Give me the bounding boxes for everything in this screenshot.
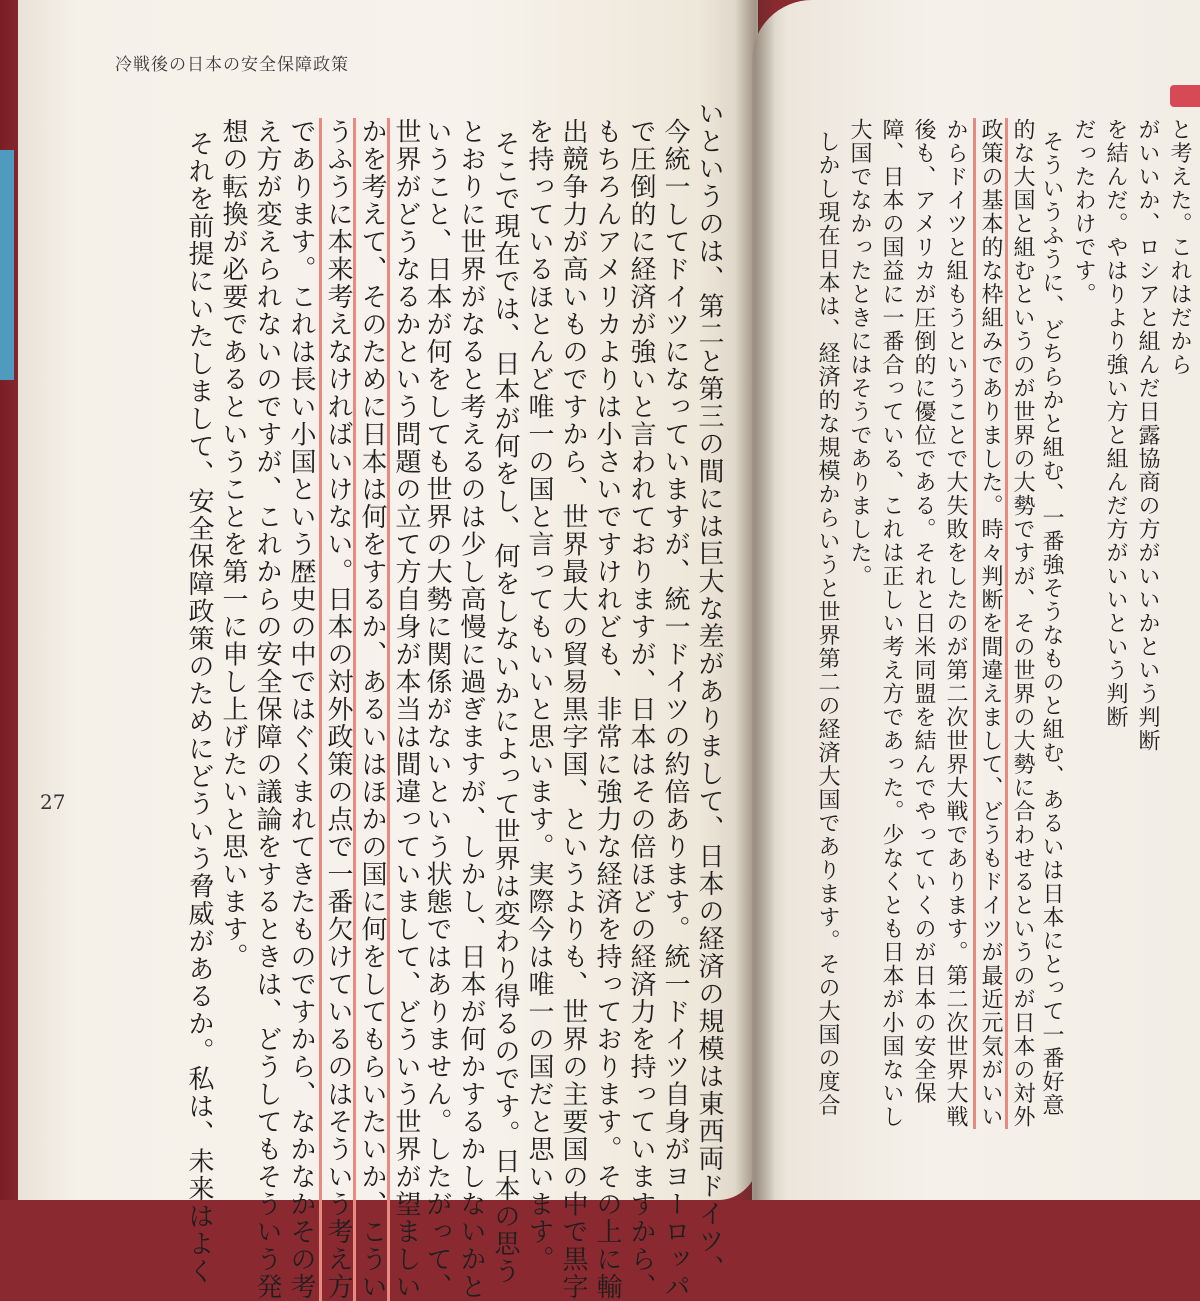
highlighted-text-column: 世界がどうなるかという問題の立て方自身が本当は間違っていまして、どういう世界が望ましい	[387, 118, 422, 1301]
right-text-column: からドイツと組もうということで大失敗をしたのが第二次世界大戦であります。第二次世界大戦	[943, 118, 968, 1129]
right-text-column: そういうふうに、どちらかと組む、一番強そうなものと組む、あるいは日本にとって一番好意	[1039, 130, 1064, 1117]
left-text-column: 今統一してドイツになっていますが、統一ドイツの約倍あります。統一ドイツ自身がヨーロッパ	[660, 118, 690, 1301]
left-text-column: え方が変えられないのですが、これからの安全保障の議論をするときは、どうしてもそういう発	[252, 118, 282, 1301]
left-text-column: で圧倒的に経済が強いと言われておりますが、日本はその倍ほどの経済力を持っていますから、	[626, 118, 656, 1301]
right-text-column: を結んだ。やはりより強い方と組んだ方がいいという判断	[1103, 118, 1128, 729]
right-text-column: しかし現在日本は、経済的な規模からいうと世界第二の経済大国であります。その大国の度合	[815, 130, 840, 1117]
right-text-column: だったわけです。	[1071, 118, 1096, 306]
highlighted-text-column: うふうに本来考えなければいけない。日本の対外政策の点で一番欠けているのはそういう考え方	[319, 118, 354, 1301]
left-text-column: いうこと、日本が何をしても世界の大勢に関係がないという状態ではありません。したがって、	[422, 118, 452, 1301]
right-text-column: 大国でなかったときにはそうでありました。	[847, 118, 872, 588]
left-text-column: であります。これは長い小国という歴史の中ではぐくまれてきたものですから、なかなかその考	[286, 118, 316, 1301]
right-text-column: と考えた。これはだから	[1167, 118, 1192, 377]
page-number: 27	[40, 790, 66, 814]
right-text-column: 障、日本の国益に一番合っている、これは正しい考え方であった。少なくとも日本が小国ないし	[879, 118, 904, 1129]
right-text-column: がいいか、ロシアと組んだ日露協商の方がいいかという判断	[1135, 118, 1160, 753]
page-tab-marker	[1170, 85, 1200, 107]
bookmark-strip	[0, 150, 14, 380]
left-text-column: とおりに世界がなると考えるのは少し高慢に過ぎますが、しかし、日本が何かするかしないかと	[456, 118, 486, 1301]
left-text-column: 想の転換が必要であるということを第一に申し上げたいと思います。	[218, 118, 248, 971]
highlighted-text-column: かを考えて、そのために日本は何をするか、あるいはほかの国に何をしてもらいたいか、こうい	[353, 118, 388, 1301]
left-text-column: もちろんアメリカよりは小さいですけれども、非常に強力な経済を持っております。その上に輸	[592, 118, 622, 1301]
highlighted-text-column: 的な大国と組むというのが世界の大勢ですが、その世界の大勢に合わせるというのが日本の対外	[1005, 118, 1036, 1129]
highlighted-text-column: 政策の基本的な枠組みでありました。時々判断を間違えまして、どうもドイツが最近元気がいい	[973, 118, 1004, 1129]
book-gutter	[735, 0, 775, 1200]
running-head: 冷戦後の日本の安全保障政策	[115, 55, 349, 75]
left-text-column: そこで現在では、日本が何をし、何をしないかによって世界は変わり得るのです。日本の思う	[490, 130, 520, 1285]
left-text-column: それを前提にいたしまして、安全保障政策のためにどういう脅威があるか。私は、未来はよく	[184, 130, 214, 1285]
left-text-column: 出競争力が高いものですから、世界最大の貿易黒字国、というよりも、世界の主要国の中で黒字	[558, 118, 588, 1301]
left-text-column: を持っているほとんど唯一の国と言ってもいいと思います。実際今は唯一の国だと思います。	[524, 118, 554, 1273]
left-text-column: いというのは、第二と第三の間には巨大な差がありまして、日本の経済の規模は東西両ドイツ、	[694, 100, 724, 1283]
right-text-column: 後も、アメリカが圧倒的に優位である。それと日米同盟を結んでやっていくのが日本の安全保	[911, 118, 936, 1105]
